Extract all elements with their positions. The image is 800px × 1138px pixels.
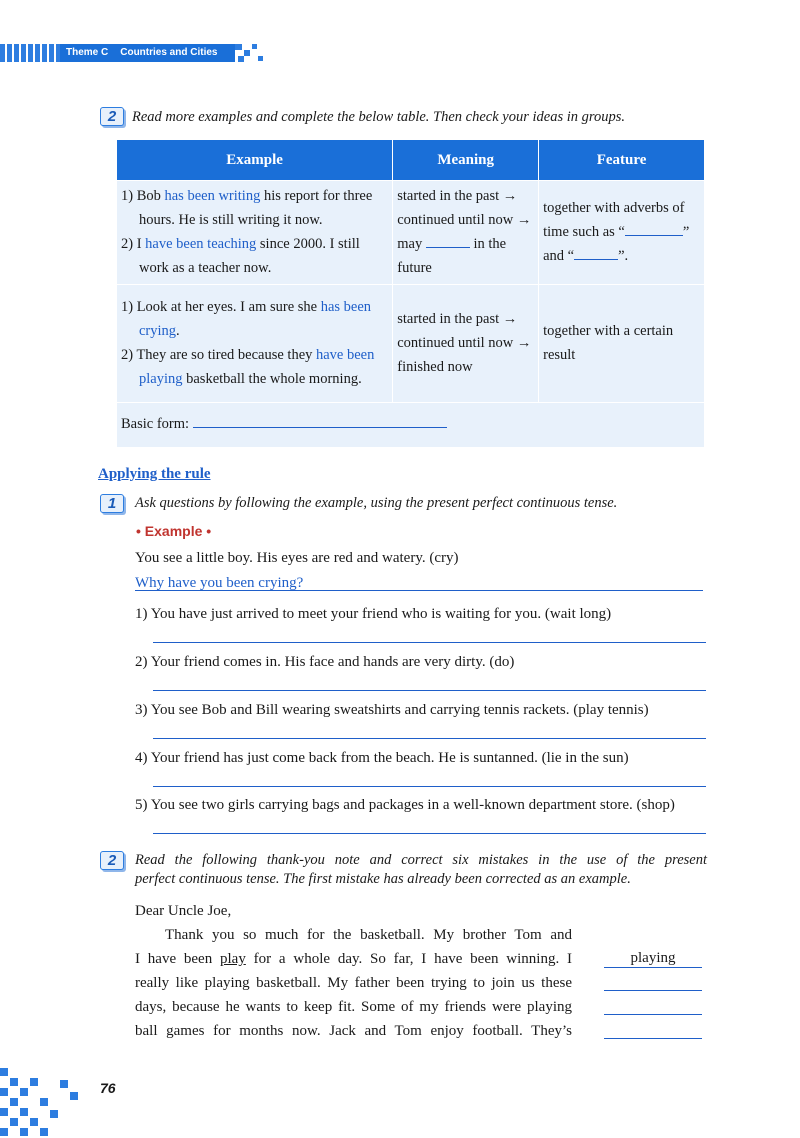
note-line: ball games for months now. Jack and Tom enjoy football. They’s	[135, 1023, 572, 1039]
feature-cell-2: together with a certain result	[539, 285, 705, 403]
footer-pixel	[0, 1068, 8, 1076]
task-number-badge: 2	[100, 851, 124, 870]
example-cell-1	[117, 181, 393, 285]
answer-line[interactable]	[153, 786, 706, 787]
footer-pixel	[40, 1128, 48, 1136]
grammar-table	[117, 140, 705, 447]
meaning-cell-2: started in the past → continued until now → finished now	[393, 285, 539, 403]
basic-form-blank[interactable]	[193, 413, 447, 428]
answer-line[interactable]	[153, 690, 706, 691]
answer-line[interactable]	[153, 738, 706, 739]
header-title	[60, 44, 235, 62]
thank-you-note	[135, 899, 572, 1043]
footer-pixel	[10, 1098, 18, 1106]
footer-pixel	[60, 1080, 68, 1088]
feature-cell-1: together with adverbs of time such as “ ” and “ ”.	[539, 181, 705, 285]
correction-blank[interactable]	[604, 972, 702, 991]
header-pixel	[244, 50, 250, 56]
note-line: I have been play for a whole day. So far, I have been winning. I	[135, 951, 572, 967]
task-instruction: Ask questions by following the example, using the present perfect continuous tense.	[135, 495, 618, 511]
example-cell-2	[117, 285, 393, 403]
footer-pixel	[30, 1078, 38, 1086]
question-item: 1) You have just arrived to meet your friend who is waiting for you. (wait long)	[135, 606, 612, 622]
fill-blank[interactable]	[426, 233, 470, 248]
footer-pixel	[0, 1128, 8, 1136]
example-label: • Example •	[136, 523, 212, 539]
note-line: days, because he wants to keep fit. Some of my friends were playing	[135, 999, 572, 1015]
example-sentence: 1) Look at her eyes. I am sure she has been crying.	[121, 299, 372, 339]
task-number-badge: 1	[100, 494, 124, 513]
question-item: 2) Your friend comes in. His face and hands are very dirty. (do)	[135, 654, 515, 670]
header-pixel	[235, 44, 242, 50]
task-instruction: Read the following thank-you note and correct six mistakes in the use of the present perfect continuous tense. The first mistake has already been corrected as an example.	[135, 852, 707, 887]
answer-line[interactable]	[153, 833, 706, 834]
basic-form-cell: Basic form:	[117, 403, 705, 447]
footer-pixel	[20, 1128, 28, 1136]
footer-pixel	[10, 1118, 18, 1126]
question-item: 3) You see Bob and Bill wearing sweatshirts and carrying tennis rackets. (play tennis)	[135, 702, 649, 718]
header-feature: Feature	[539, 140, 705, 181]
fill-blank[interactable]	[574, 245, 618, 260]
salutation: Dear Uncle Joe,	[135, 903, 232, 919]
header-theme: Theme C	[66, 47, 109, 58]
header-meaning: Meaning	[393, 140, 539, 181]
question-item: 4) Your friend has just come back from the beach. He is suntanned. (lie in the sun)	[135, 750, 629, 766]
footer-pixel	[0, 1108, 8, 1116]
meaning-cell-1: started in the past → continued until now → may in the future	[393, 181, 539, 285]
example-answer: Why have you been crying?	[135, 575, 304, 591]
footer-pixel	[70, 1092, 78, 1100]
footer-pixel	[10, 1078, 18, 1086]
correction-blank[interactable]	[604, 996, 702, 1015]
example-sentence: 2) I have been teaching since 2000. I still work as a teacher now.	[121, 236, 360, 276]
footer-pixel	[0, 1088, 8, 1096]
footer-pixel	[20, 1088, 28, 1096]
header-pixel	[238, 56, 244, 62]
note-line: Thank you so much for the basketball. My brother Tom and	[165, 927, 572, 943]
task-instruction: Read more examples and complete the below table. Then check your ideas in groups.	[132, 109, 626, 125]
correction-answer: playing	[604, 949, 702, 968]
correction-blank[interactable]	[604, 1020, 702, 1039]
footer-pixel	[20, 1108, 28, 1116]
example-sentence: 2) They are so tired because they have been playing basketball the whole morning.	[121, 347, 375, 387]
footer-pixel	[40, 1098, 48, 1106]
task-number-badge: 2	[100, 107, 124, 126]
header-pixel	[258, 56, 263, 61]
footer-pixel	[30, 1118, 38, 1126]
answer-line[interactable]	[153, 642, 706, 643]
example-prompt: You see a little boy. His eyes are red and watery. (cry)	[135, 550, 459, 566]
question-item: 5) You see two girls carrying bags and packages in a well-known department store. (shop)	[135, 797, 675, 813]
page-number: 76	[100, 1080, 116, 1096]
header-topic: Countries and Cities	[120, 47, 218, 58]
footer-pixel	[50, 1110, 58, 1118]
header-example: Example	[117, 140, 393, 181]
fill-blank[interactable]	[625, 221, 683, 236]
example-sentence: 1) Bob has been writing his report for three hours. He is still writing it now.	[121, 188, 373, 228]
note-line: really like playing basketball. My father been trying to join us these	[135, 975, 572, 991]
example-answer-line	[135, 590, 703, 591]
header-pixel	[252, 44, 257, 49]
section-title: Applying the rule	[98, 466, 211, 482]
